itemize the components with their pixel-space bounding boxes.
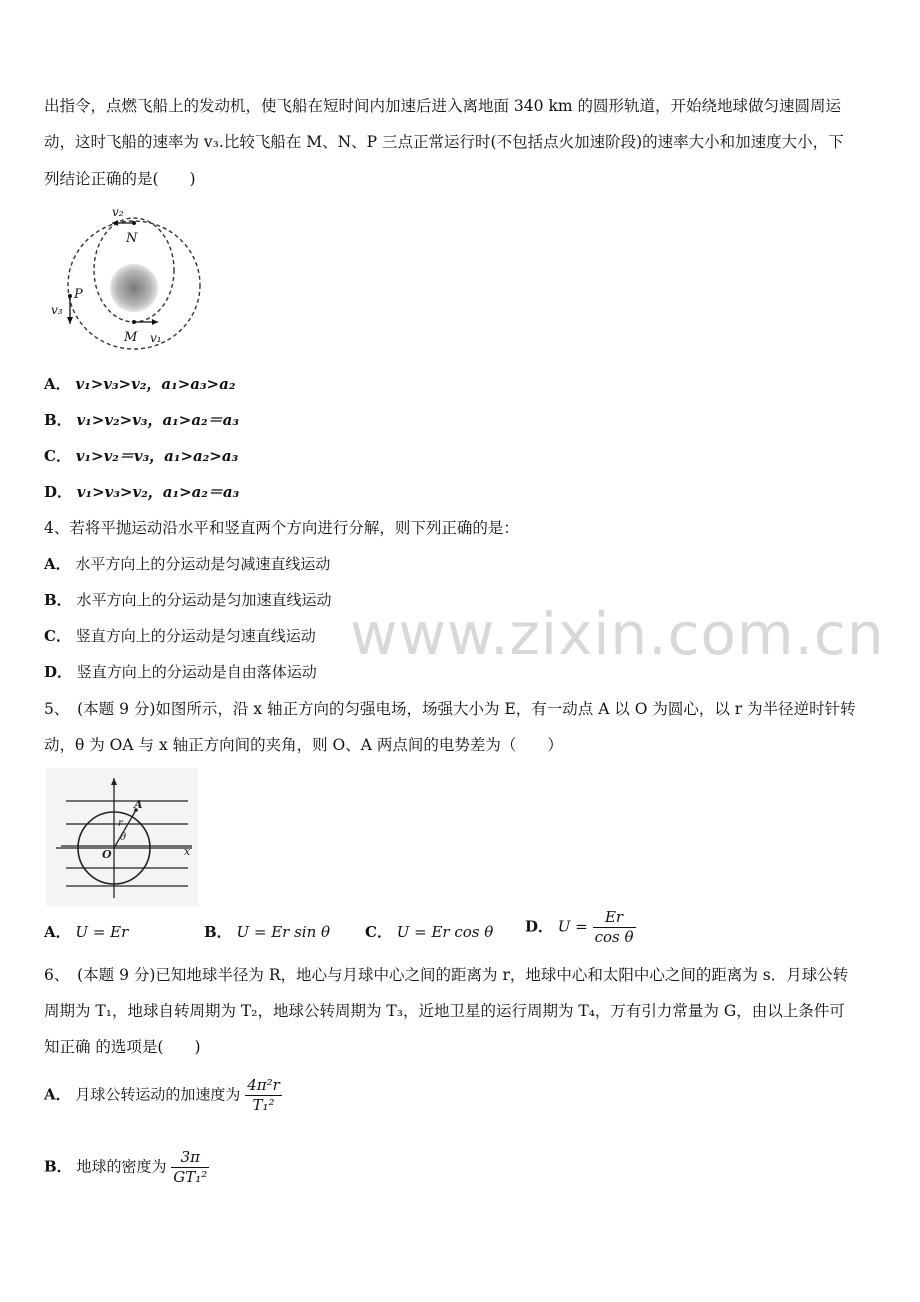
q6-a-fraction: $\frac{\text{4π²r}}{\text{T₁²}}$	[247, 1076, 280, 1114]
q5-option-c[interactable]: C． U = Er cos θ	[365, 923, 494, 941]
q6-b-fraction: $\frac{3\pi}{\text{GT₁²}}$	[173, 1148, 208, 1186]
label-A: A	[134, 798, 143, 811]
q6-option-b[interactable]: B． 地球的密度为 $\frac{3\pi}{\text{GT₁²}}$	[44, 1148, 208, 1186]
label-v2: v₂	[112, 205, 124, 219]
q5-option-b[interactable]: B． U = Er sin θ	[204, 923, 331, 941]
q4-option-b[interactable]: B． 水平方向上的分运动是匀加速直线运动	[44, 591, 332, 609]
q6-option-a[interactable]: A． 月球公转运动的加速度为 $\frac{\text{4π²r}}{\text{T₁²}}$	[44, 1076, 280, 1114]
label-r: r	[118, 818, 123, 829]
q3-line-2: 动，这时飞船的速率为 v₃.比较飞船在 M、N、P 三点正常运行时(不包括点火加速阶段)的速率大小和加速度大小，下	[44, 133, 844, 151]
q5-d-fraction: $\frac{Er}{\text{cos θ}}$	[594, 908, 634, 946]
earth	[110, 264, 158, 312]
q4-stem: 4、若将平抛运动沿水平和竖直两个方向进行分解，则下列正确的是：	[44, 519, 519, 537]
q3-option-a[interactable]: A． v₁>v₃>v₂，a₁>a₃>a₂	[44, 375, 236, 393]
q3-option-b[interactable]: B． v₁>v₂>v₃，a₁>a₂＝a₃	[44, 411, 239, 429]
orbit-diagram	[46, 200, 211, 360]
q3-option-d[interactable]: D． v₁>v₃>v₂，a₁>a₂＝a₃	[44, 483, 240, 501]
q6-line-1: 6、 (本题 9 分)已知地球半径为 R，地心与月球中心之间的距离为 r，地球中心和太阳中心之间的距离为 s．月球公转	[44, 966, 849, 984]
q3-line-3: 列结论正确的是( )	[44, 170, 196, 188]
electric-field-diagram	[46, 768, 198, 906]
q6-line-3: 知正确 的选项是( )	[44, 1038, 201, 1056]
label-N: N	[126, 231, 138, 246]
label-x: x	[184, 845, 191, 858]
label-v3: v₃	[51, 303, 63, 317]
label-v1: v₁	[150, 331, 162, 345]
label-O: O	[102, 848, 112, 861]
q3-option-c[interactable]: C． v₁>v₂＝v₃，a₁>a₂>a₃	[44, 447, 239, 465]
q4-option-a[interactable]: A． 水平方向上的分运动是匀减速直线运动	[44, 555, 331, 573]
q5-line-2: 动，θ 为 OA 与 x 轴正方向间的夹角，则 O、A 两点间的电势差为（ ）	[44, 736, 563, 754]
q4-option-c[interactable]: C． 竖直方向上的分运动是匀速直线运动	[44, 627, 316, 645]
q4-option-d[interactable]: D． 竖直方向上的分运动是自由落体运动	[44, 663, 317, 681]
q5-option-a[interactable]: A． U = Er	[44, 923, 129, 941]
label-theta: θ	[120, 832, 127, 843]
label-M: M	[124, 330, 138, 345]
label-P: P	[74, 287, 83, 302]
q6-line-2: 周期为 T₁，地球自转周期为 T₂，地球公转周期为 T₃，近地卫星的运行周期为 T₄，万有引力常量为 G，由以上条件可	[44, 1002, 845, 1020]
q5-line-1: 5、 (本题 9 分)如图所示，沿 x 轴正方向的匀强电场，场强大小为 E，有一动点 A 以 O 为圆心，以 r 为半径逆时针转	[44, 700, 856, 718]
q3-line-1: 出指令，点燃飞船上的发动机，使飞船在短时间内加速后进入离地面 340 km 的圆形轨道，开始绕地球做匀速圆周运	[44, 97, 841, 115]
q5-option-d[interactable]: D． U = $\frac{Er}{\text{cos θ}}$	[525, 908, 634, 946]
watermark: www.zixin.com.cn	[350, 600, 885, 668]
